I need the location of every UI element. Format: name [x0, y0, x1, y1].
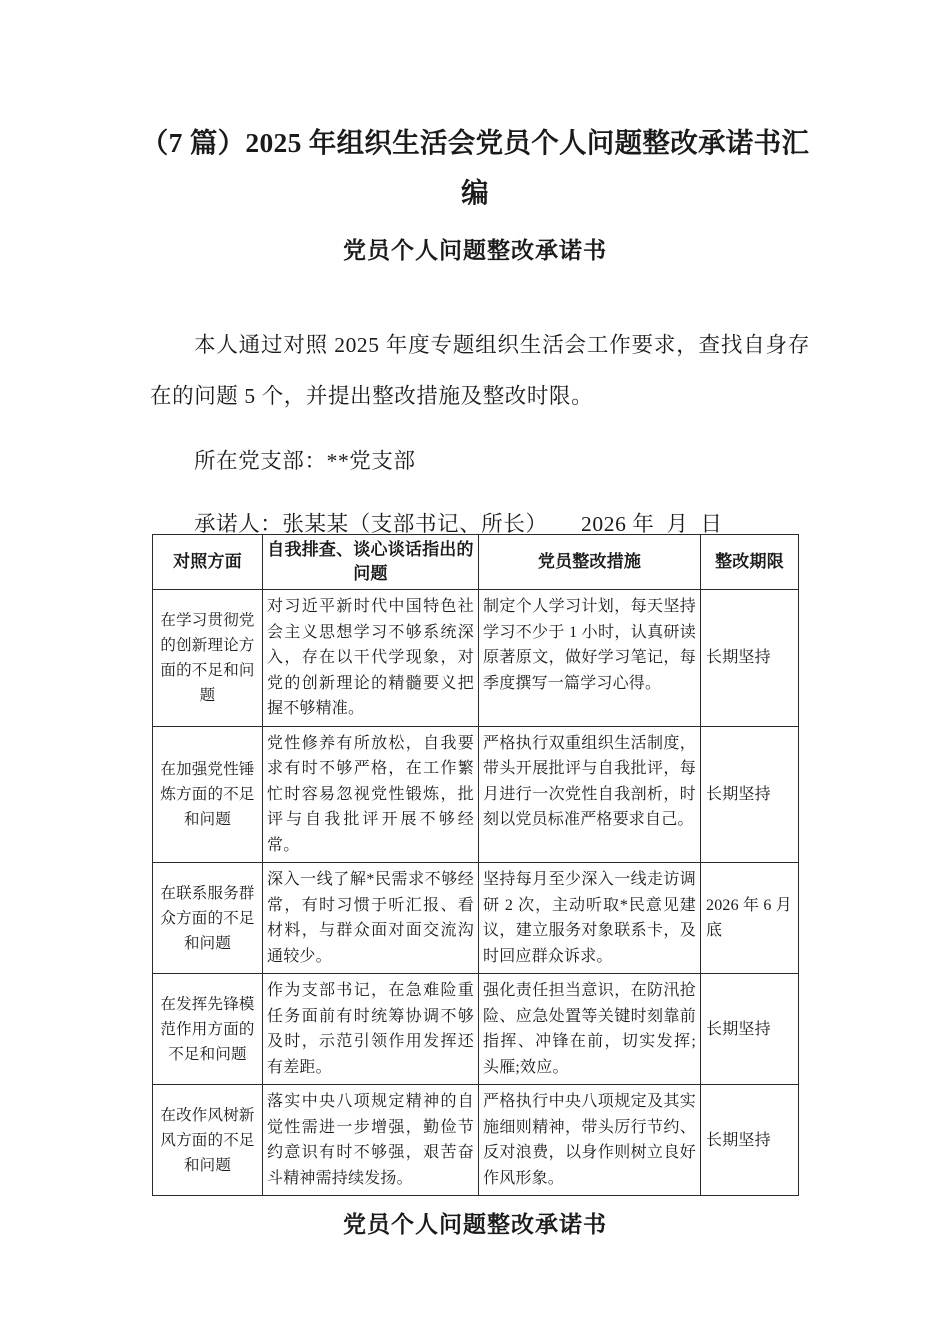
cell-aspect: 在学习贯彻党的创新理论方面的不足和问题: [153, 590, 263, 727]
cell-aspect: 在加强党性锤炼方面的不足和问题: [153, 726, 263, 863]
cell-problem: 落实中央八项规定精神的自觉性需进一步增强，勤俭节约意识有时不够强，艰苦奋斗精神需持续发扬。: [263, 1085, 479, 1196]
cell-measure: 制定个人学习计划，每天坚持学习不少于 1 小时，认真研读原著原文，做好学习笔记，每季度撰写一篇学习心得。: [479, 590, 701, 727]
table-row: [153, 590, 799, 727]
cell-deadline: 长期坚持: [701, 590, 799, 727]
cell-problem: 对习近平新时代中国特色社会主义思想学习不够系统深入，存在以干代学现象，对党的创新理论的精髓要义把握不够精准。: [263, 590, 479, 727]
table-header-row: [153, 535, 799, 590]
cell-measure: 严格执行双重组织生活制度，带头开展批评与自我批评，每月进行一次党性自我剖析，时刻以党员标准严格要求自己。: [479, 726, 701, 863]
table-row: [153, 974, 799, 1085]
cell-deadline: 2026 年 6 月底: [701, 863, 799, 974]
table-row: [153, 863, 799, 974]
cell-aspect: 在联系服务群众方面的不足和问题: [153, 863, 263, 974]
cell-aspect: 在发挥先锋模范作用方面的不足和问题: [153, 974, 263, 1085]
cell-measure: 坚持每月至少深入一线走访调研 2 次，主动听取*民意见建议，建立服务对象联系卡，及时回应群众诉求。: [479, 863, 701, 974]
document-title: （7 篇）2025 年组织生活会党员个人问题整改承诺书汇编: [140, 127, 810, 208]
cell-deadline: 长期坚持: [701, 974, 799, 1085]
cell-measure: 强化责任担当意识，在防汛抢险、应急处置等关键时刻靠前指挥、冲锋在前，切实发挥;头雁;效应。: [479, 974, 701, 1085]
next-section-heading: 党员个人问题整改承诺书: [343, 1212, 607, 1237]
cell-aspect: 在改作风树新风方面的不足和问题: [153, 1085, 263, 1196]
cell-deadline: 长期坚持: [701, 726, 799, 863]
table-row: [153, 726, 799, 863]
intro-paragraph: 本人通过对照 2025 年度专题组织生活会工作要求，查找自身存在的问题 5 个，并提出整改措施及整改时限。: [150, 332, 810, 408]
cell-problem: 党性修养有所放松，自我要求有时不够严格，在工作繁忙时容易忽视党性锻炼，批评与自我批评开展不够经常。: [263, 726, 479, 863]
signer-line: 承诺人：张某某（支部书记、所长） 2026 年 月 日: [194, 511, 723, 536]
cell-problem: 深入一线了解*民需求不够经常，有时习惯于听汇报、看材料，与群众面对面交流沟通较少。: [263, 863, 479, 974]
column-header-problem: 自我排查、谈心谈话指出的问题: [263, 535, 479, 590]
table-row: [153, 1085, 799, 1196]
cell-problem: 作为支部书记，在急难险重任务面前有时统筹协调不够及时，示范引领作用发挥还有差距。: [263, 974, 479, 1085]
rectification-commitment-table: [152, 534, 799, 1196]
section-heading: 党员个人问题整改承诺书: [343, 238, 607, 263]
cell-deadline: 长期坚持: [701, 1085, 799, 1196]
column-header-aspect: 对照方面: [153, 535, 263, 590]
column-header-deadline: 整改期限: [701, 535, 799, 590]
column-header-measure: 党员整改措施: [479, 535, 701, 590]
cell-measure: 严格执行中央八项规定及其实施细则精神，带头厉行节约、反对浪费，以身作则树立良好作风形象。: [479, 1085, 701, 1196]
party-branch-line: 所在党支部：**党支部: [194, 448, 416, 473]
